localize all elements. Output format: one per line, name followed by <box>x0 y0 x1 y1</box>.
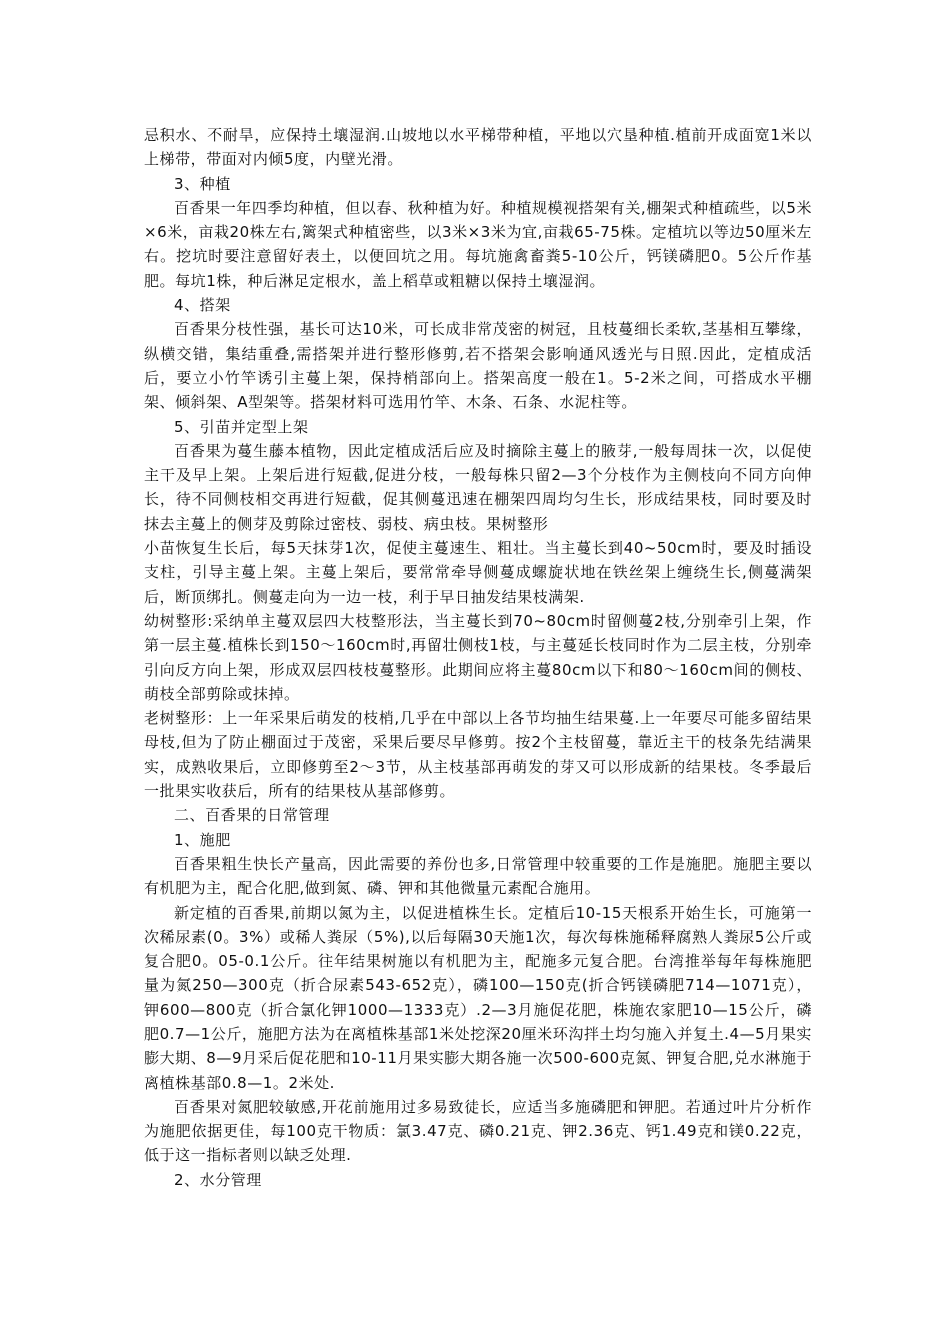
heading-daily-management: 二、百香果的日常管理 <box>174 806 330 825</box>
heading-trellis: 4、搭架 <box>174 296 231 315</box>
heading-fertilizing: 1、施肥 <box>174 830 231 849</box>
paragraph-old-tree-shaping: 老树整形：上一年采果后萌发的枝梢,几乎在中部以上各节均抽生结果蔓.上一年要尽可能多留结果母枝,但为了防止棚面过于茂密，采果后要尽早修剪。按2个主枝留蔓，靠近主干的枝条先结满果实，成熟收果后，立即修剪至2～3节，从主枝基部再萌发的芽又可以形成新的结果枝。冬季最后一批果实收获后，所有的结果枝从基部修剪。 <box>144 709 812 801</box>
heading-water-management: 2、水分管理 <box>174 1170 262 1189</box>
paragraph-young-tree-shaping: 幼树整形:采纳单主蔓双层四大枝整形法，当主蔓长到70~80cm时留侧蔓2枝,分别牵引上架，作第一层主蔓.植株长到150～160cm时,再留壮侧枝1枝，与主蔓延长枝同时作为二层主枝，分别牵引向反方向上架，形成双层四枝枝蔓整形。此期间应将主蔓80cm以下和80～160cm间的侧枝、萌枝全部剪除或抹掉。 <box>144 611 812 703</box>
paragraph-planting: 百香果一年四季均种植，但以春、秋种植为好。种植规模视搭架有关,棚架式种植疏些，以5米×6米，亩栽20株左右,篱架式种植密些，以3米×3米为宜,亩栽65-75株。定植坑以等边50厘米左右。挖坑时要注意留好表土，以便回坑之用。每坑施禽畜粪5-10公斤，钙镁磷肥0。5公斤作基肥。每坑1株，种后淋足定根水，盖上稻草或粗糖以保持土壤湿润。 <box>144 198 812 290</box>
paragraph-fertilizing-intro: 百香果粗生快长产量高，因此需要的养份也多,日常管理中较重要的工作是施肥。施肥主要以有机肥为主，配合化肥,做到氮、磷、钾和其他微量元素配合施用。 <box>144 854 812 898</box>
heading-training: 5、引苗并定型上架 <box>174 417 309 436</box>
paragraph-fertilizing-schedule: 新定植的百香果,前期以氮为主，以促进植株生长。定植后10-15天根系开始生长，可施第一次稀尿素(0。3%）或稀人粪尿（5%),以后每隔30天施1次，每次每株施稀释腐熟人粪尿5公斤或复合肥0。05-0.1公斤。往年结果树施以有机肥为主，配施多元复合肥。台湾推举每年每株施肥量为氮250—300克（折合尿素543-652克），磷100—150克(折合钙镁磷肥714—1071克），钾600—800克（折合氯化钾1000—1333克）.2—3月施促花肥，株施农家肥10—15公斤，磷肥0.7—1公斤，施肥方法为在离植株基部1米处挖深20厘米环沟拌土均匀施入并复土.4—5月果实膨大期、8—9月采后促花肥和10-11月果实膨大期各施一次500-600克氮、钾复合肥,兑水淋施于离植株基部0.8—1。2米处. <box>144 903 812 1092</box>
paragraph-training: 百香果为蔓生藤本植物，因此定植成活后应及时摘除主蔓上的腋芽,一般每周抹一次，以促使主干及早上架。上架后进行短截,促进分枝，一般每株只留2—3个分枝作为主侧枝向不同方向伸长，待不同侧枝相交再进行短截，促其侧蔓迅速在棚架四周均匀生长，形成结果枝，同时要及时抹去主蔓上的侧芽及剪除过密枝、弱枝、病虫枝。果树整形 <box>144 441 812 533</box>
paragraph-seedling-shaping: 小苗恢复生长后，每5天抹芽1次，促使主蔓速生、粗壮。当主蔓长到40~50cm时，要及时插设支柱，引导主蔓上架。主蔓上架后，要常常牵导侧蔓成螺旋状地在铁丝架上缠绕生长,侧蔓满架后，断顶绑扎。侧蔓走向为一边一枝，利于早日抽发结果枝满架. <box>144 539 812 606</box>
paragraph-terrace: 忌积水、不耐旱，应保持土壤湿润.山坡地以水平梯带种植，平地以穴垦种植.植前开成面宽1米以上梯带，带面对内倾5度，内壁光滑。 <box>144 126 812 169</box>
heading-planting: 3、种植 <box>174 174 231 193</box>
document-body <box>144 123 812 1192</box>
paragraph-trellis: 百香果分枝性强，基长可达10米，可长成非常茂密的树冠，且枝蔓细长柔软,茎基相互攀缘，纵横交错，集结重叠,需搭架并进行整形修剪,若不搭架会影响通风透光与日照.因此，定植成活后，要立小竹竿诱引主蔓上架，保持梢部向上。搭架高度一般在1。5-2米之间，可搭成水平棚架、倾斜架、A型架等。搭架材料可选用竹竿、木条、石条、水泥柱等。 <box>144 320 812 412</box>
paragraph-fertilizing-leaf-analysis: 百香果对氮肥较敏感,开花前施用过多易致徒长，应适当多施磷肥和钾肥。若通过叶片分析作为施肥依据更佳，每100克干物质：氯3.47克、磷0.21克、钾2.36克、钙1.49克和镁0.22克，低于这一指标者则以缺乏处理. <box>144 1097 812 1165</box>
